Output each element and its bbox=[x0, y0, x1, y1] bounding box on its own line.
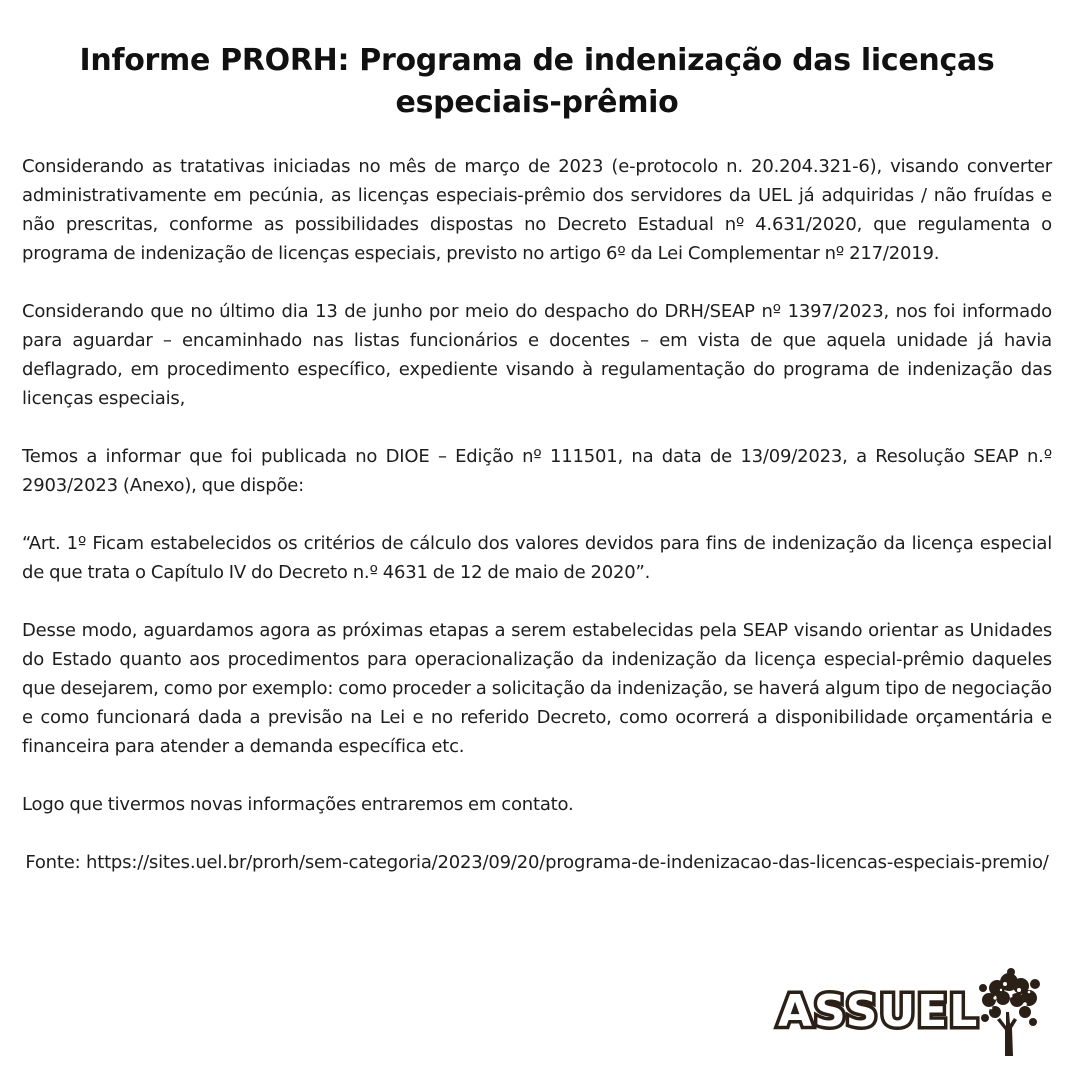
paragraph-1: Considerando as tratativas iniciadas no mês de março de 2023 (e-protocolo n. 20.204.321-6), visando converter administrativamente em pecúnia, as licenças especiais-prêmio dos servidores da UEL já adquiridas / não fruídas e não prescritas, conforme as possibilidades dispostas no Decreto Estadual nº 4.631/2020, que regulamenta o programa de indenização de licenças especiais, previsto no artigo 6º da Lei Complementar nº 217/2019. bbox=[22, 156, 1052, 264]
paragraph-6: Logo que tivermos novas informações entraremos em contato. bbox=[22, 794, 574, 815]
paragraph-4: “Art. 1º Ficam estabelecidos os critérios de cálculo dos valores devidos para fins de indenização da licença especial de que trata o Capítulo IV do Decreto n.º 4631 de 12 de maio de 2020”. bbox=[22, 533, 1052, 583]
assuel-logo bbox=[778, 968, 1058, 1056]
paragraph-5: Desse modo, aguardamos agora as próximas etapas a serem estabelecidas pela SEAP visando orientar as Unidades do Estado quanto aos procedimentos para operacionalização da indenização da licença especial-prêmio daqueles que desejarem, como por exemplo: como proceder a solicitação da indenização, se haverá algum tipo de negociação e como funcionará dada a previsão na Lei e no referido Decreto, como ocorrerá a disponibilidade orçamentária e financeira para atender a demanda específica etc. bbox=[22, 620, 1052, 757]
source-citation: Fonte: https://sites.uel.br/prorh/sem-categoria/2023/09/20/programa-de-indenizacao-das-licencas-especiais-premio/ bbox=[25, 852, 1049, 873]
paragraph-2: Considerando que no último dia 13 de junho por meio do despacho do DRH/SEAP nº 1397/2023, nos foi informado para aguardar – encaminhado nas listas funcionários e docentes – em vista de que aquela unidade já havia deflagrado, em procedimento específico, expediente visando à regulamentação do programa de indenização das licenças especiais, bbox=[22, 301, 1052, 409]
paragraph-3: Temos a informar que foi publicada no DIOE – Edição nº 111501, na data de 13/09/2023, a Resolução SEAP n.º 2903/2023 (Anexo), que dispõe: bbox=[22, 446, 1052, 496]
tree-icon bbox=[975, 968, 1043, 1056]
page-title: Informe PRORH: Programa de indenização das licenças especiais-prêmio bbox=[79, 43, 995, 120]
logo-text: ASSUEL bbox=[778, 986, 980, 1037]
document bbox=[22, 40, 1052, 877]
